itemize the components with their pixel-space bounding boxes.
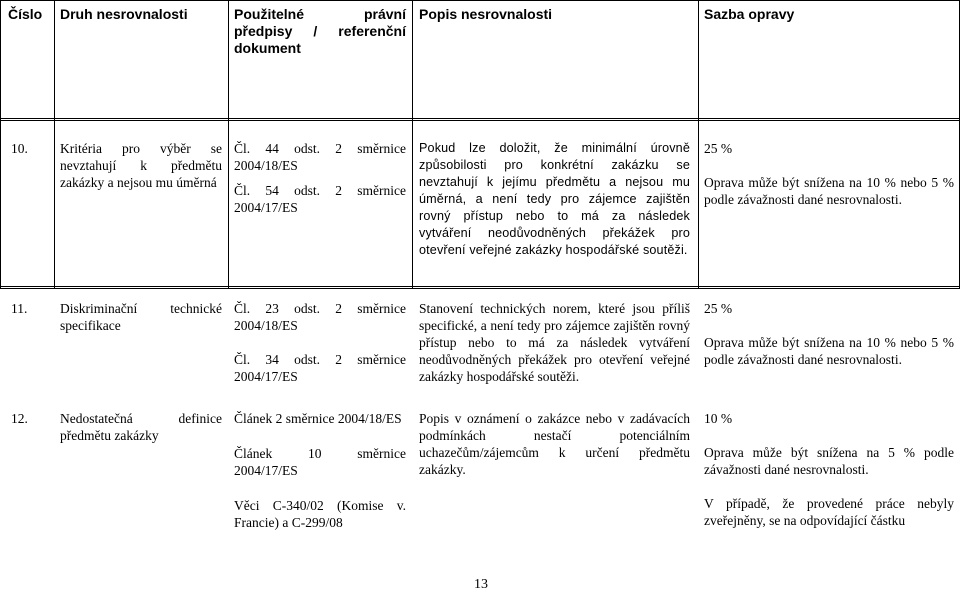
row10-number: 10.: [11, 141, 28, 156]
row11-number: 11.: [11, 301, 28, 316]
row10-type: Kritéria pro výběr se nevztahují k předmětu zakázky a nejsou mu úměrná: [60, 141, 222, 190]
row12-rate-note-2: V případě, že provedené práce nebyly zveřejněny, se na odpovídající částku: [704, 496, 954, 528]
row12-rule-3: Věci C-340/02 (Komise v. Francie) a C-299/08: [234, 498, 406, 530]
header-bottom-border: [0, 118, 960, 119]
header-rate: Sazba opravy: [704, 6, 795, 22]
row12-rate-cell: [704, 410, 954, 529]
row12-rules: [234, 410, 406, 531]
row10-bottom-border-2: [0, 288, 960, 289]
row11-rules: [234, 300, 406, 385]
row10-description: Pokud lze doložit, že minimální úrovně způsobilosti pro konkrétní zakázku se nevztahují k jejímu předmětu a nejsou mu úměrná, a není tedy pro zájemce zajištěn rovný přístup nebo to má za následek vytváření neodůvodněných překážek pro otevření veřejné zakázky hospodářské soutěži.: [419, 141, 690, 257]
row12-type: Nedostatečná definice předmětu zakázky: [60, 411, 222, 443]
header-number: Číslo: [8, 6, 43, 22]
row12-rate-note: Oprava může být snížena na 5 % podle závažnosti dané nesrovnalosti.: [704, 445, 954, 477]
row11-rate-cell: [704, 300, 954, 368]
header-bottom-border-2: [0, 120, 960, 121]
row11-rate-note: Oprava může být snížena na 10 % nebo 5 % podle závažnosti dané nesrovnalosti.: [704, 335, 954, 367]
row10-rules: [234, 140, 406, 216]
col-divider-2: [228, 0, 229, 288]
col-divider-1: [54, 0, 55, 288]
row12-number: 12.: [11, 411, 28, 426]
col-divider-4: [698, 0, 699, 288]
row12-rule-2: Článek 10 směrnice 2004/17/ES: [234, 446, 406, 478]
table-top-border: [0, 0, 960, 1]
header-description: Popis nesrovnalosti: [419, 6, 553, 22]
row11-type: Diskriminační technické specifikace: [60, 301, 222, 333]
row11-rule-1: Čl. 23 odst. 2 směrnice 2004/18/ES: [234, 301, 406, 333]
row12-rate: 10 %: [704, 411, 733, 426]
col-divider-3: [412, 0, 413, 288]
header-rules: Použitelné právní předpisy / referenční dokument: [234, 6, 406, 56]
page-number: 13: [474, 577, 488, 592]
row12-description: Popis v oznámení o zakázce nebo v zadávacích podmínkách nestačí potenciálním uchazečům/zájemcům k určení předmětu zakázky.: [419, 411, 690, 477]
header-type: Druh nesrovnalosti: [60, 6, 188, 22]
row10-rate-cell: [704, 140, 954, 208]
row11-rate: 25 %: [704, 301, 733, 316]
row10-rule-1: Čl. 44 odst. 2 směrnice 2004/18/ES: [234, 141, 406, 173]
row11-description: Stanovení technických norem, které jsou příliš specifické, a není tedy pro zájemce zajištěn rovný přístup nebo to má za následek vytváření neodůvodněných překážek pro otevření veřejné zakázky hospodářské soutěži.: [419, 301, 690, 384]
row10-bottom-border: [0, 286, 960, 287]
row10-rate-note: Oprava může být snížena na 10 % nebo 5 % podle závažnosti dané nesrovnalosti.: [704, 175, 954, 207]
row11-rule-2: Čl. 34 odst. 2 směrnice 2004/17/ES: [234, 352, 406, 384]
row12-rule-1: Článek 2 směrnice 2004/18/ES: [234, 411, 402, 426]
row10-rate: 25 %: [704, 141, 733, 156]
table-left-border: [0, 0, 1, 288]
row10-rule-2: Čl. 54 odst. 2 směrnice 2004/17/ES: [234, 183, 406, 215]
